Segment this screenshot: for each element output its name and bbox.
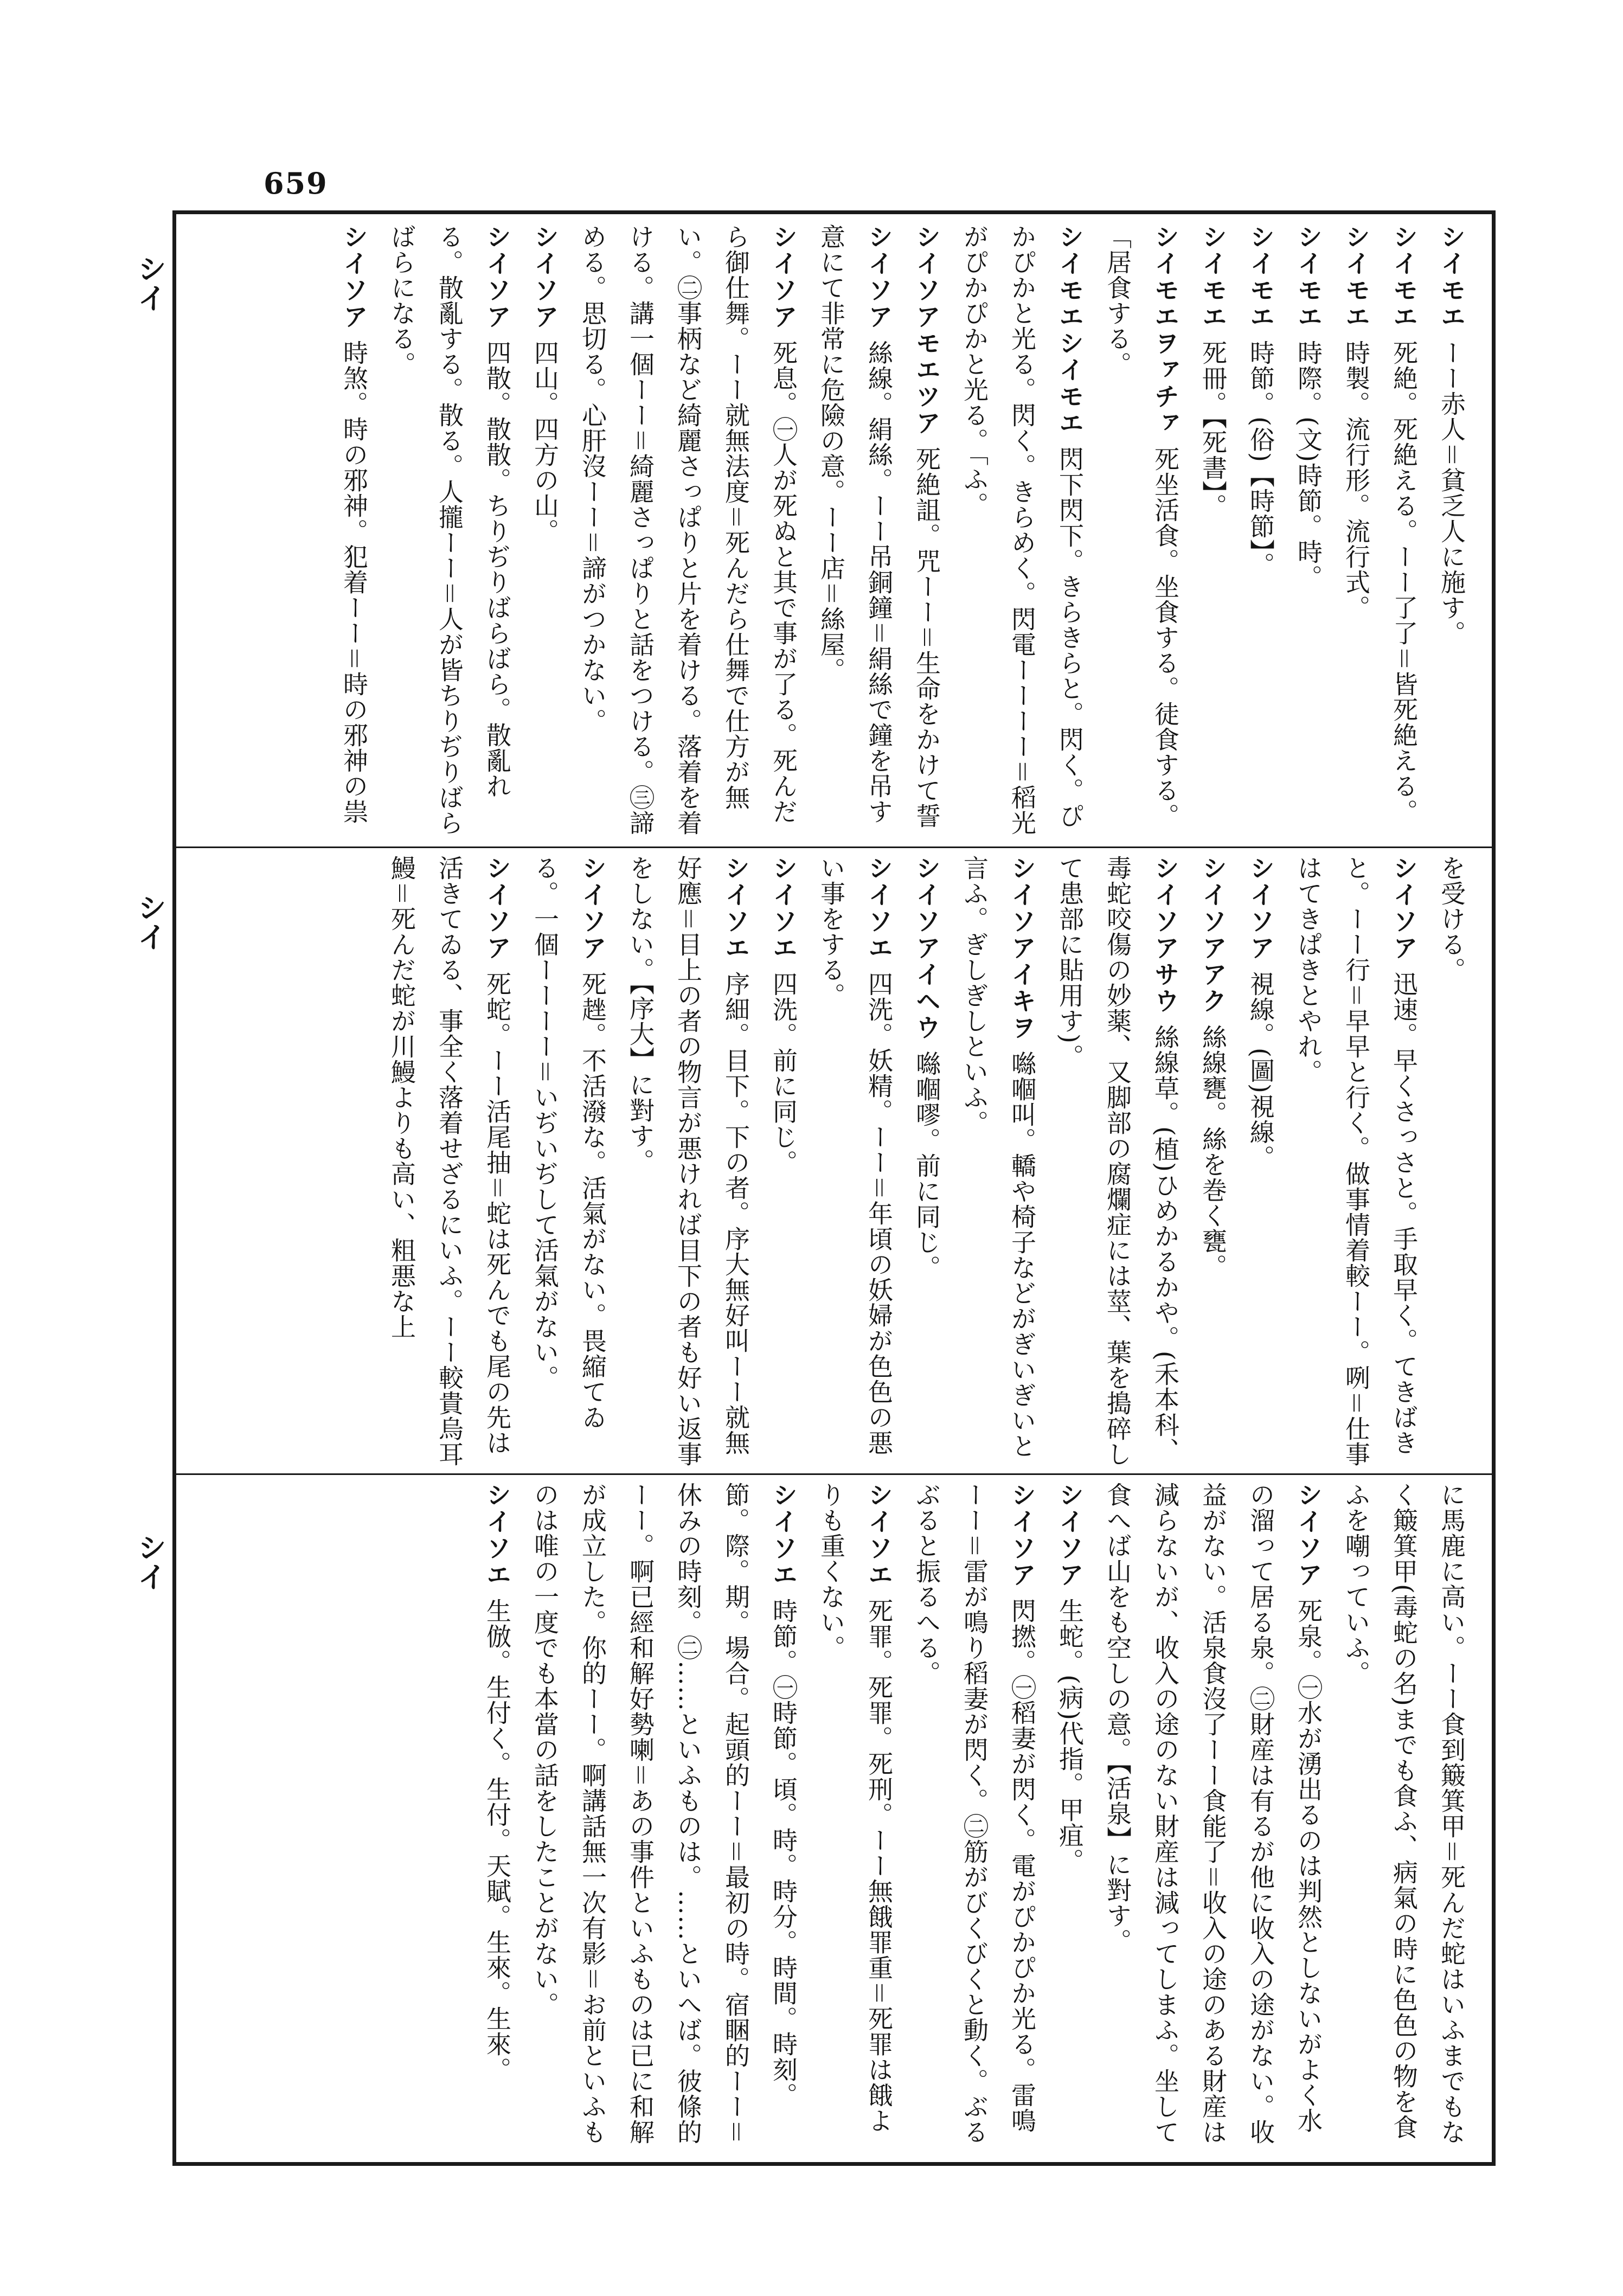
entry-headword-reading: シイソエ <box>864 855 894 961</box>
tier-divider <box>176 846 1492 848</box>
entry-definition: を受ける。 <box>1437 855 1466 983</box>
entry-headword-reading: シイソア <box>769 224 798 330</box>
dictionary-entry <box>1428 224 1476 842</box>
entry-headword-reading: シイモエシイモエ <box>1055 224 1085 437</box>
entry-headword-reading: シイソエ <box>864 1482 894 1588</box>
entry-definition: 絲線草。(植)ひめかるかや。(禾本科、毒蛇咬傷の妙薬、又脚部の腐爛症には莖、葉を搗碎して患部に貼用す)。 <box>1055 855 1180 1467</box>
entry-definition: 死坐活食。坐食する。徒食する。「居食する。 <box>1103 224 1180 829</box>
dictionary-entry <box>330 224 378 842</box>
entry-headword-reading: シイソア <box>578 855 607 961</box>
dictionary-entry <box>903 855 951 1468</box>
dictionary-entry <box>1237 224 1285 842</box>
dictionary-entry <box>521 1482 807 2149</box>
entry-headword-reading: シイソア <box>864 224 894 330</box>
entry-headword-reading: シイソエ <box>721 855 750 961</box>
entry-definition: 死罪。死罪。死刑。ーー無餓罪重＝死罪は餓よりも重くない。 <box>817 1482 894 2133</box>
entry-headword-reading: シイモエ <box>1342 224 1371 330</box>
entry-definition: 死趖。不活潑な。活氣がない。畏縮てゐる。一個ーーーー＝いぢいぢして活氣がない。 <box>530 855 607 1430</box>
dictionary-entry <box>1285 224 1332 842</box>
entry-definition: 視線。(圖)視線。 <box>1246 971 1275 1170</box>
entry-definition: 時際。(文)時節。時。 <box>1294 340 1323 590</box>
entry-headword-reading: シイソア <box>1389 855 1419 961</box>
entry-definition: 序細。目下。下の者。序大無好叫ーー就無好應＝目上の者の物言が悪ければ目下の者も好い返事をしない。【序大】に對す。 <box>626 855 750 1467</box>
entry-definition: 死蛇。ーー活尾抽＝蛇は死んでも尾の先は活きてゐる、事全く落着せざるにいふ。ーー較貴烏耳鰻＝死んだ蛇が川鰻よりも高い、粗悪な上 <box>387 855 512 1467</box>
entry-definition: 死息。㊀人が死ぬと其で事が了る。死んだら御仕舞。ーー就無法度＝死んだら仕舞で仕方が無い。㊁事柄など綺麗さっぱりと片を着ける。落着を着ける。講一個ーー＝綺麗さっぱりと話をつける。㊂諦める。思切る。心肝沒ーー＝諦がつかない。 <box>578 224 798 836</box>
dictionary-entry <box>903 1482 1046 2149</box>
dictionary-entry <box>1189 855 1237 1468</box>
entry-headword-reading: シイモエ <box>1294 224 1323 330</box>
entry-headword-reading: シイソア <box>1008 1482 1037 1588</box>
dictionary-entry <box>807 1482 903 2149</box>
entry-headword-reading: シイソア <box>483 224 512 330</box>
side-index-mark: シイ <box>133 254 168 312</box>
dictionary-entry <box>1237 855 1285 1468</box>
dictionary-entry <box>951 224 1094 842</box>
dictionary-entry <box>521 855 617 1468</box>
entry-headword-reading: シイソアイヘウ <box>912 855 941 1041</box>
dictionary-entry <box>807 855 903 1468</box>
entry-headword-reading: シイソア <box>1246 855 1275 961</box>
dictionary-entry <box>1285 855 1428 1468</box>
entry-definition: 四洗。前に同じ。 <box>769 971 798 1175</box>
entry-definition: 生蛇。(病)代指。甲疽。 <box>1055 1598 1085 1874</box>
entry-column-tier-middle <box>193 855 1476 1468</box>
tier-divider <box>176 1473 1492 1475</box>
dictionary-entry <box>1046 1482 1094 2149</box>
entry-headword-reading: シイソア <box>1055 1482 1085 1588</box>
entry-headword-reading: シイソア <box>530 224 560 330</box>
entry-definition: 時節。(俗)【時節】。 <box>1246 340 1275 578</box>
entry-headword-reading: シイソアモエツア <box>912 224 941 437</box>
entry-definition: 死絶。死絶える。ーー了了＝皆死絶える。 <box>1389 340 1419 824</box>
entry-definition: ーー赤人＝貧乏人に施す。 <box>1437 340 1466 646</box>
entry-definition: 生倣。生付く。生付。天賦。生來。生來。 <box>483 1598 512 2082</box>
entry-headword-reading: シイソエ <box>483 1482 512 1588</box>
entry-definition: 四山。四方の山。 <box>530 340 560 544</box>
entry-definition: 時煞。時の邪神。犯着ーー＝時の邪神の祟 <box>339 340 369 824</box>
entry-column-tier-top <box>193 224 1476 842</box>
entry-headword-reading: シイモエ <box>1437 224 1466 330</box>
dictionary-entry <box>1428 855 1476 1468</box>
entry-headword-reading: シイソアアク <box>1198 855 1228 1015</box>
entry-headword-reading: シイソアサウ <box>1151 855 1180 1015</box>
dictionary-entry <box>473 1482 521 2149</box>
entry-headword-reading: シイモエ <box>1389 224 1419 330</box>
entry-definition: 死泉。㊀水が湧出るのは判然としないがよく水の溜って居る泉。㊁財産は有るが他に收入の途がない。收益がない。活泉食沒了ーー食能了＝收入の途のある財産は減らないが、收入の途のない財産は減ってしまふ。坐して食へば山をも空しの意。【活泉】に對す。 <box>1103 1482 1323 2145</box>
side-index-mark: シイ <box>133 893 168 951</box>
dictionary-page-frame <box>172 210 1496 2166</box>
entry-headword-reading: シイモエヲァチァ <box>1151 224 1180 437</box>
dictionary-entry <box>903 224 951 842</box>
entry-definition: 迅速。早くさっさと。手取早く。てきばきと。ーー行＝早早と行く。做事情着較ーー。咧＝仕事はてきぱきとやれ。 <box>1294 855 1419 1467</box>
entry-definition: 時節。㊀時節。頃。時。時分。時間。時刻。節。際。期。場合。起頭的ーー＝最初の時。宿睏的ーー＝休みの時刻。㊁……といふものは。……といへば。彼條的ーー。啊已經和解好勢喇＝あの事件といふものは已に和解が成立した。你的ーー。啊講話無一次有影＝お前といふものは唯の一度でも本當の話をしたことがない。 <box>530 1482 798 2145</box>
dictionary-entry <box>760 855 807 1468</box>
dictionary-entry <box>521 224 569 842</box>
entry-definition: 閃下閃下。きらきらと。閃く。ぴかぴかと光る。閃く。きらめく。閃電ーーーー＝稻光がぴかぴかと光る。「ふ。 <box>960 224 1085 836</box>
dictionary-entry <box>807 224 903 842</box>
dictionary-entry <box>569 224 807 842</box>
entry-definition: 閃撚。㊀稻妻が閃く。電がぴかぴか光る。雷鳴ーー＝雷が鳴り稻妻が閃く。㊁筋がびくびくと動く。ぶるぶると振るへる。 <box>912 1482 1037 2145</box>
dictionary-entry <box>951 855 1046 1468</box>
entry-headword-reading: シイソエ <box>769 1482 798 1588</box>
entry-headword-reading: シイソア <box>483 855 512 961</box>
page-number: 659 <box>264 166 328 201</box>
dictionary-entry <box>1380 224 1428 842</box>
entry-definition: 死絶詛。咒ーー＝生命をかけて誓 <box>912 446 941 829</box>
dictionary-entry <box>1332 224 1380 842</box>
dictionary-entry <box>1094 224 1189 842</box>
dictionary-entry <box>617 855 760 1468</box>
entry-headword-reading: シイモエ <box>1246 224 1275 330</box>
side-index <box>129 209 171 2167</box>
entry-definition: 時製。流行形。流行式。 <box>1342 340 1371 620</box>
entry-definition: 噝嗰嘐。前に同じ。 <box>912 1051 941 1280</box>
dictionary-entry <box>1046 855 1189 1468</box>
dictionary-entry <box>1332 1482 1476 2149</box>
entry-headword-reading: シイソア <box>1294 1482 1323 1588</box>
entry-headword-reading: シイソアイキヲ <box>1008 855 1037 1041</box>
entry-headword-reading: シイソエ <box>769 855 798 961</box>
entry-definition: 噝嗰叫。轎や椅子などがぎいぎいと言ふ。ぎしぎしといふ。 <box>960 855 1037 1459</box>
entry-definition: 絲線甕。絲を巻く甕。 <box>1198 1024 1228 1279</box>
entry-definition: 四洗。妖精。ーー＝年頃の妖婦が色色の悪い事をする。 <box>817 855 894 1455</box>
entry-headword-reading: シイソア <box>339 224 369 330</box>
entry-definition: 四散。散散。ちりぢりばらばら。散亂れる。散亂する。散る。人攏ーー＝人が皆ちりぢりばらばらになる。 <box>387 224 512 836</box>
dictionary-entry <box>378 224 521 842</box>
entry-definition: に馬鹿に高い。ーー食到簸箕甲＝死んだ蛇はいふまでもなく簸箕甲(毒蛇の名)までも食ふ、病氣の時に色色の物を食ふを嘲っていふ。 <box>1342 1482 1466 2145</box>
dictionary-entry <box>1189 224 1237 842</box>
entry-definition: 絲線。絹絲。ーー吊銅鐘＝絹絲で鐘を吊す意にて非常に危險の意。ーー店＝絲屋。 <box>817 224 894 824</box>
dictionary-entry <box>378 855 521 1468</box>
entry-definition: 死冊。【死書】。 <box>1198 340 1228 519</box>
side-index-mark: シイ <box>133 1532 168 1591</box>
entry-headword-reading: シイモエ <box>1198 224 1228 330</box>
entry-column-tier-bottom <box>193 1482 1476 2149</box>
dictionary-entry <box>1094 1482 1332 2149</box>
